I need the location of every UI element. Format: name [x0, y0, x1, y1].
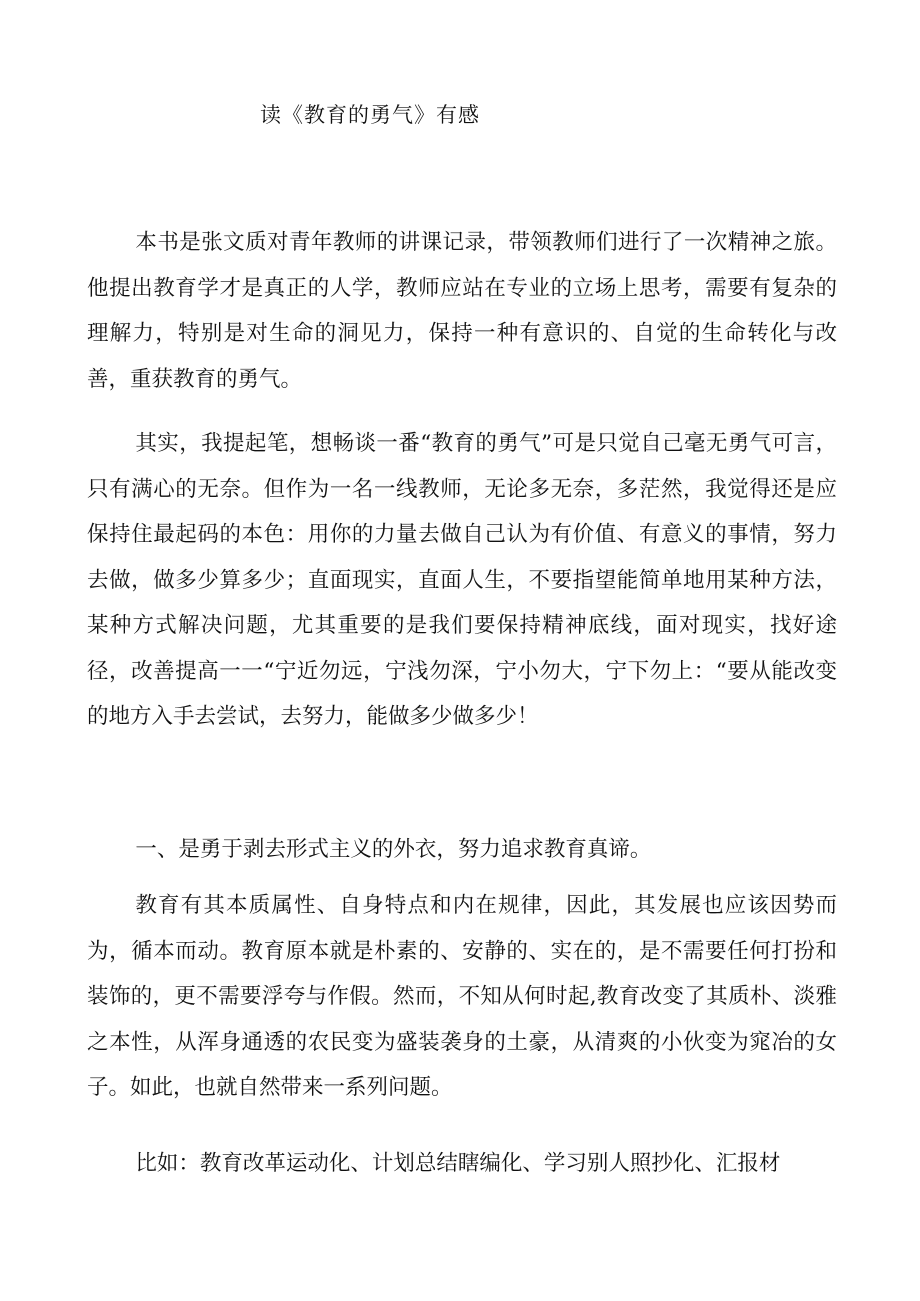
section-heading-one: 一、是勇于剥去形式主义的外衣，努力追求教育真谛。	[135, 837, 652, 862]
paragraph-education-nature: 教育有其本质属性、自身特点和内在规律，因此，其发展也应该因势而为，循本而动。教育原本就是朴素的、安静的、实在的，是不需要任何打扮和装饰的，更不需要浮夸与作假。然而，不知从何时起,教育改变了其质朴、淡雅之本性，从浑身通透的农民变为盛装袭身的土豪，从清爽的小伙变为窕冶的女子。如此，也就自然带来一系列问题。	[87, 893, 837, 1100]
document-title: 读《教育的勇气》有感	[260, 103, 480, 127]
paragraph-reflection: 其实，我提起笔，想畅谈一番“教育的勇气”可是只觉自己毫无勇气可言，只有满心的无奈。但作为一名一线教师，无论多无奈，多茫然，我觉得还是应保持住最起码的本色：用你的力量去做自己认为有价值、有意义的事情，努力去做，做多少算多少；直面现实，直面人生，不要指望能简单地用某种方法，某种方式解决问题，尤其重要的是我们要保持精神底线，面对现实，找好途径，改善提高一一“宁近勿远，宁浅勿深，宁小勿大，宁下勿上：“要从能改变的地方入手去尝试，去努力，能做多少做多少！	[87, 431, 837, 729]
paragraph-intro: 本书是张文质对青年教师的讲课记录，带领教师们进行了一次精神之旅。他提出教育学才是真正的人学，教师应站在专业的立场上思考，需要有复杂的理解力，特别是对生命的洞见力，保持一种有意识的、自觉的生命转化与改善，重获教育的勇气。	[87, 230, 837, 392]
paragraph-examples: 比如：教育改革运动化、计划总结瞎编化、学习别人照抄化、汇报材	[135, 1151, 781, 1176]
